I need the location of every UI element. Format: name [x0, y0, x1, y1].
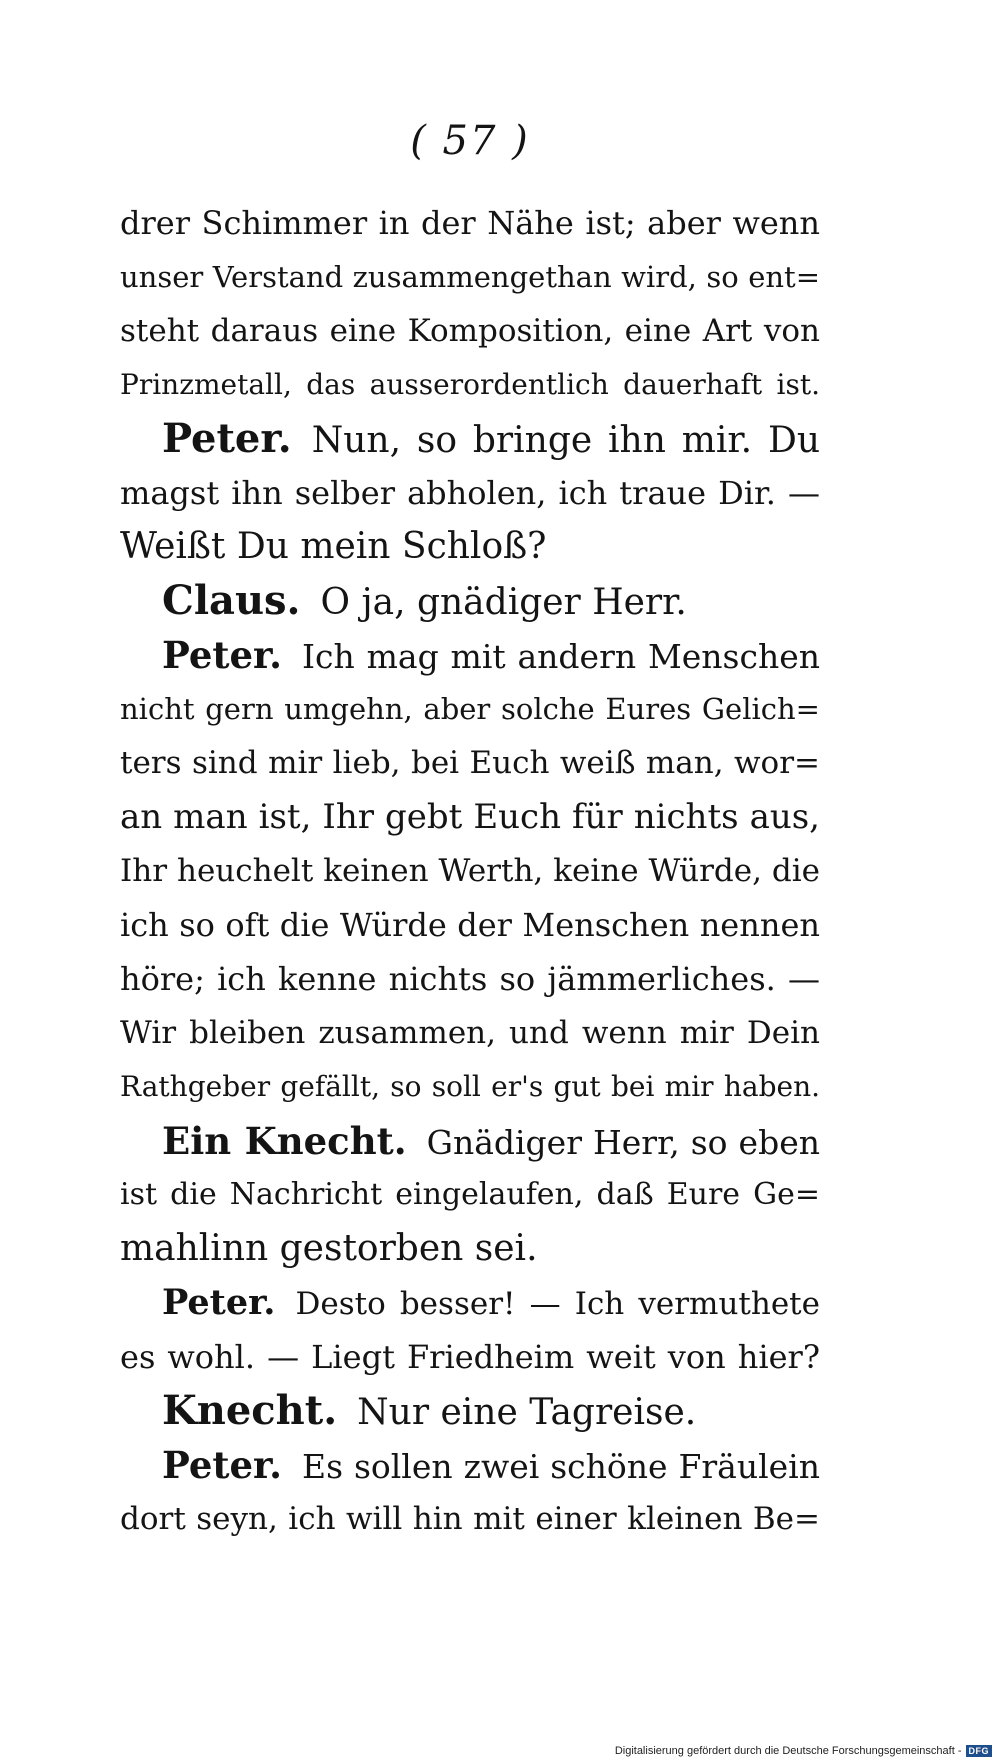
text-line: [120, 1222, 820, 1276]
speaker-name: Peter.: [162, 415, 292, 462]
line-text: es wohl. — Liegt Friedheim weit von hier?: [120, 1338, 820, 1376]
text-block: [120, 196, 820, 1546]
text-line: [120, 952, 820, 1006]
text-line: [120, 250, 820, 304]
text-line: [120, 196, 820, 250]
line-text: drer Schimmer in der Nähe ist; aber wenn: [120, 204, 820, 242]
line-text: Weißt Du mein Schloß?: [120, 526, 547, 567]
speaker-name: Knecht.: [162, 1387, 338, 1434]
footer: [615, 1745, 992, 1757]
text-line: [120, 790, 820, 844]
text-line: [120, 1330, 820, 1384]
line-text: Prinzmetall, das ausserordentlich dauerhaft ist.: [120, 368, 820, 401]
text-line: [120, 1006, 820, 1060]
line-text: Desto besser! — Ich vermuthete: [295, 1286, 820, 1322]
text-line: [120, 1168, 820, 1222]
line-text: an man ist, Ihr gebt Euch für nichts aus,: [120, 797, 820, 837]
speaker-name: Peter.: [162, 1443, 282, 1487]
line-text: unser Verstand zusammengethan wird, so ent=: [120, 260, 820, 294]
line-text: steht daraus eine Komposition, eine Art von: [120, 313, 820, 349]
line-text: Es sollen zwei schöne Fräulein: [301, 1447, 820, 1486]
text-line: [120, 844, 820, 898]
text-line: [120, 628, 820, 682]
line-text: ist die Nachricht eingelaufen, daß Eure Ge=: [120, 1177, 820, 1212]
line-text: höre; ich kenne nichts so jämmerliches. —: [120, 960, 820, 998]
text-line: [120, 574, 820, 628]
text-line: [120, 304, 820, 358]
line-text: Ihr heuchelt keinen Werth, keine Würde, die: [120, 853, 820, 889]
page-number: ( 57 ): [410, 118, 530, 164]
line-text: Nur eine Tagreise.: [357, 1392, 697, 1433]
text-line: [120, 682, 820, 736]
text-line: [120, 1438, 820, 1492]
line-text: dort seyn, ich will hin mit einer kleinen Be=: [120, 1501, 820, 1537]
line-text: nicht gern umgehn, aber solche Eures Gelich=: [120, 692, 820, 726]
speaker-name: Peter.: [162, 633, 282, 677]
text-line: [120, 1276, 820, 1330]
dfg-logo: DFG: [966, 1745, 993, 1757]
speaker-name: Peter.: [162, 1282, 276, 1323]
line-text: ich so oft die Würde der Menschen nennen: [120, 906, 820, 944]
line-text: Wir bleiben zusammen, und wenn mir Dein: [120, 1015, 820, 1051]
text-line: [120, 736, 820, 790]
line-text: Rathgeber gefällt, so soll er's gut bei mir haben.: [120, 1070, 820, 1103]
line-text: Nun, so bringe ihn mir. Du: [311, 420, 820, 461]
footer-credit: Digitalisierung gefördert durch die Deutsche Forschungsgemeinschaft -: [614, 1745, 962, 1757]
speaker-name: Claus.: [162, 577, 301, 624]
text-line: [120, 358, 820, 412]
text-line: [120, 1492, 820, 1546]
text-line: [120, 898, 820, 952]
text-line: [120, 1384, 820, 1438]
text-line: [120, 412, 820, 466]
line-text: O ja, gnädiger Herr.: [320, 582, 687, 623]
text-line: [120, 1114, 820, 1168]
speaker-name: Ein Knecht.: [162, 1119, 407, 1163]
text-line: [120, 520, 820, 574]
line-text: Ich mag mit andern Menschen: [301, 637, 820, 676]
line-text: ters sind mir lieb, bei Euch weiß man, wor=: [120, 745, 820, 781]
line-text: mahlinn gestorben sei.: [120, 1228, 538, 1269]
text-line: [120, 1060, 820, 1114]
text-line: [120, 466, 820, 520]
line-text: magst ihn selber abholen, ich traue Dir. —: [120, 474, 820, 512]
line-text: Gnädiger Herr, so eben: [426, 1123, 820, 1162]
